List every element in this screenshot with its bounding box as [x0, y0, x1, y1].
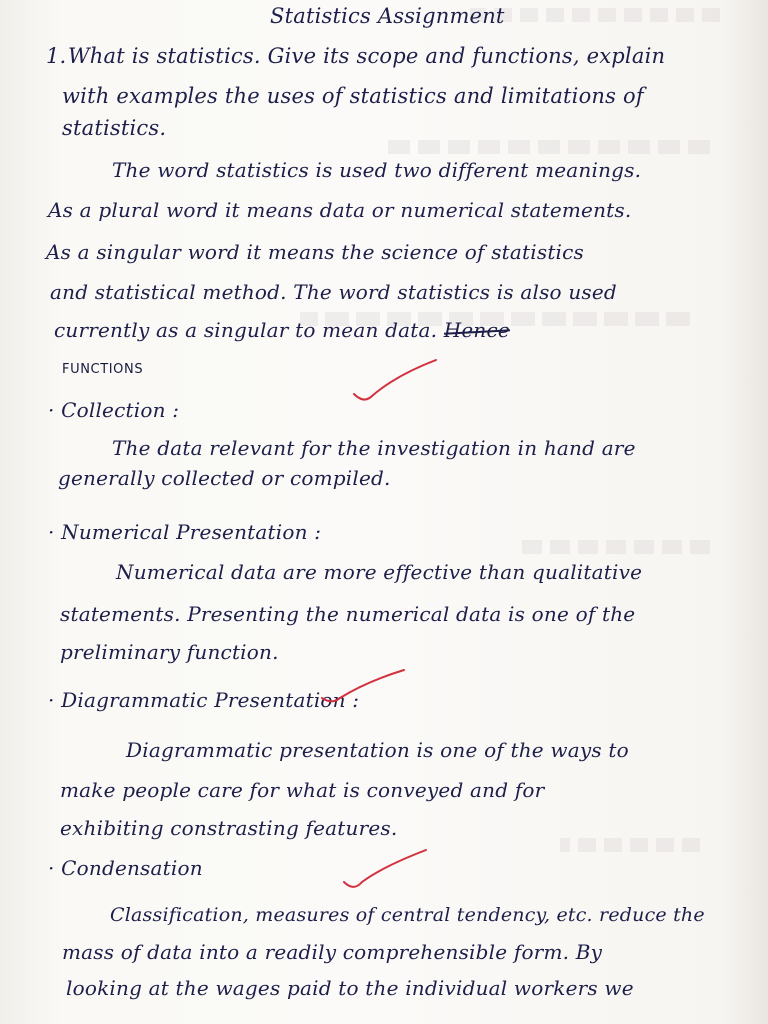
- section-heading: · Numerical Presentation :: [48, 520, 322, 544]
- reverse-bleed: [560, 838, 700, 852]
- reverse-bleed: [470, 8, 720, 22]
- page-title: Statistics Assignment: [270, 4, 505, 28]
- section-heading: · Condensation: [48, 856, 203, 880]
- question-line: What is statistics. Give its scope and functions, explain: [68, 44, 666, 68]
- section-line: The data relevant for the investigation in hand are: [112, 436, 636, 460]
- section-heading: · Collection :: [48, 398, 180, 422]
- question-line: with examples the uses of statistics and limitations of: [62, 84, 644, 108]
- section-line: preliminary function.: [60, 640, 279, 664]
- section-line: looking at the wages paid to the individual workers we: [66, 976, 634, 1000]
- answer-text: currently as a singular to mean data.: [54, 318, 438, 342]
- section-line: exhibiting constrasting features.: [60, 816, 398, 840]
- section-line: generally collected or compiled.: [58, 466, 391, 490]
- struck-word: Hence: [443, 318, 510, 342]
- answer-line: As a plural word it means data or numerical statements.: [48, 198, 632, 222]
- red-tick-mark: [340, 848, 430, 892]
- reverse-bleed: [520, 540, 710, 554]
- section-line: Diagrammatic presentation is one of the ways to: [126, 738, 629, 762]
- functions-heading: FUNCTIONS: [62, 362, 144, 377]
- section-line: Numerical data are more effective than qualitative: [116, 560, 643, 584]
- answer-line: As a singular word it means the science of statistics: [46, 240, 585, 264]
- section-line: make people care for what is conveyed and for: [60, 778, 545, 802]
- section-heading: · Diagrammatic Presentation :: [48, 688, 360, 712]
- section-line: statements. Presenting the numerical data is one of the: [60, 602, 636, 626]
- question-number: 1.: [46, 44, 67, 68]
- answer-line: The word statistics is used two different meanings.: [112, 158, 642, 182]
- answer-line: and statistical method. The word statistics is also used: [50, 280, 617, 304]
- question-line: statistics.: [62, 116, 167, 140]
- section-line: mass of data into a readily comprehensible form. By: [62, 940, 603, 964]
- section-line: Classification, measures of central tendency, etc. reduce the: [110, 904, 705, 926]
- reverse-bleed: [380, 140, 710, 154]
- red-tick-mark: [350, 356, 440, 406]
- answer-line: [54, 318, 510, 342]
